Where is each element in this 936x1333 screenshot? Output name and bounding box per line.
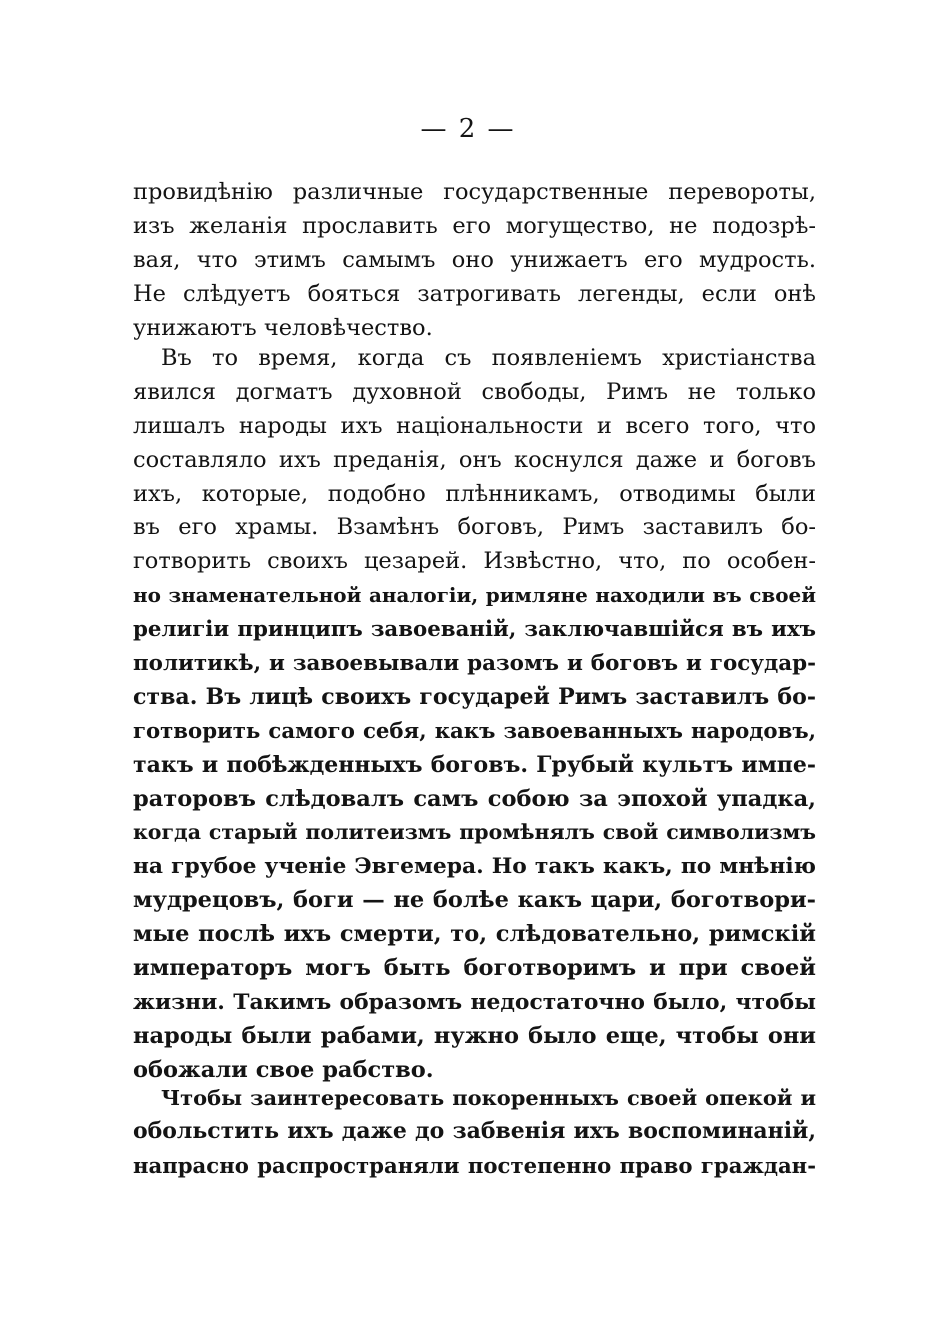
text-line: императоръ могъ быть боготворимъ и при своей bbox=[133, 955, 816, 982]
text-line: провидѣнію различные государственные перевороты, bbox=[133, 179, 816, 205]
text-line: мудрецовъ, боги — не болѣе какъ цари, боготвори- bbox=[133, 887, 816, 914]
text-line: явился догматъ духовной свободы, Римъ не только bbox=[133, 378, 816, 405]
text-line: вая, что этимъ самымъ оно унижаетъ его мудрость. bbox=[133, 246, 816, 273]
text-line: лишалъ народы ихъ національности и всего того, что bbox=[133, 412, 816, 439]
text-line: составляло ихъ преданія, онъ коснулся даже и боговъ bbox=[133, 446, 816, 473]
text-line: ства. Въ лицѣ своихъ государей Римъ заставилъ бо- bbox=[133, 683, 816, 710]
text-line: религіи принципъ завоеваній, заключавшійся въ ихъ bbox=[133, 617, 816, 643]
text-line: раторовъ слѣдовалъ самъ собою за эпохой упадка, bbox=[133, 785, 816, 812]
paragraph-1 bbox=[133, 176, 816, 345]
text-line: унижаютъ человѣчество. bbox=[133, 314, 433, 341]
paragraph-2 bbox=[133, 342, 816, 1088]
page-number: — 2 — bbox=[420, 114, 516, 144]
text-line: Не слѣдуетъ бояться затрогивать легенды, если онѣ bbox=[133, 280, 816, 307]
text-line: обольстить ихъ даже до забвенія ихъ воспоминаній, bbox=[133, 1117, 816, 1144]
text-line: готворить своихъ цезарей. Извѣстно, что, по особен- bbox=[133, 548, 816, 575]
paragraph-3 bbox=[133, 1081, 816, 1183]
text-line: въ его храмы. Взамѣнъ боговъ, Римъ заставилъ бо- bbox=[133, 514, 816, 541]
text-line: ихъ, которые, подобно плѣнникамъ, отводимы были bbox=[133, 480, 816, 507]
text-line: мые послѣ ихъ смерти, то, слѣдовательно, римскій bbox=[133, 921, 816, 948]
text-line: Въ то время, когда съ появленіемъ христіанства bbox=[161, 345, 816, 371]
text-line: напрасно распространяли постепенно право граждан- bbox=[133, 1152, 816, 1178]
text-line: изъ желанія прославить его могущество, не подозрѣ- bbox=[133, 212, 816, 239]
text-line: жизни. Такимъ образомъ недостаточно было, чтобы bbox=[133, 989, 816, 1015]
text-line: народы были рабами, нужно было еще, чтобы они bbox=[133, 1022, 816, 1049]
text-line: Чтобы заинтересовать покоренныхъ своей опекой и bbox=[161, 1085, 816, 1110]
text-line: политикѣ, и завоевывали разомъ и боговъ и государ- bbox=[133, 651, 816, 677]
text-line: когда старый политеизмъ промѣнялъ свой символизмъ bbox=[133, 820, 816, 845]
text-line: обожали свое рабство. bbox=[133, 1056, 434, 1083]
text-line: готворить самого себя, какъ завоеванныхъ народовъ, bbox=[133, 718, 816, 744]
text-line: на грубое ученіе Эвгемера. Но такъ какъ, по мнѣнію bbox=[133, 854, 816, 880]
text-line: такъ и побѣжденныхъ боговъ. Грубый культъ импе- bbox=[133, 751, 816, 778]
text-line: но знаменательной аналогіи, римляне находили въ своей bbox=[133, 583, 816, 608]
